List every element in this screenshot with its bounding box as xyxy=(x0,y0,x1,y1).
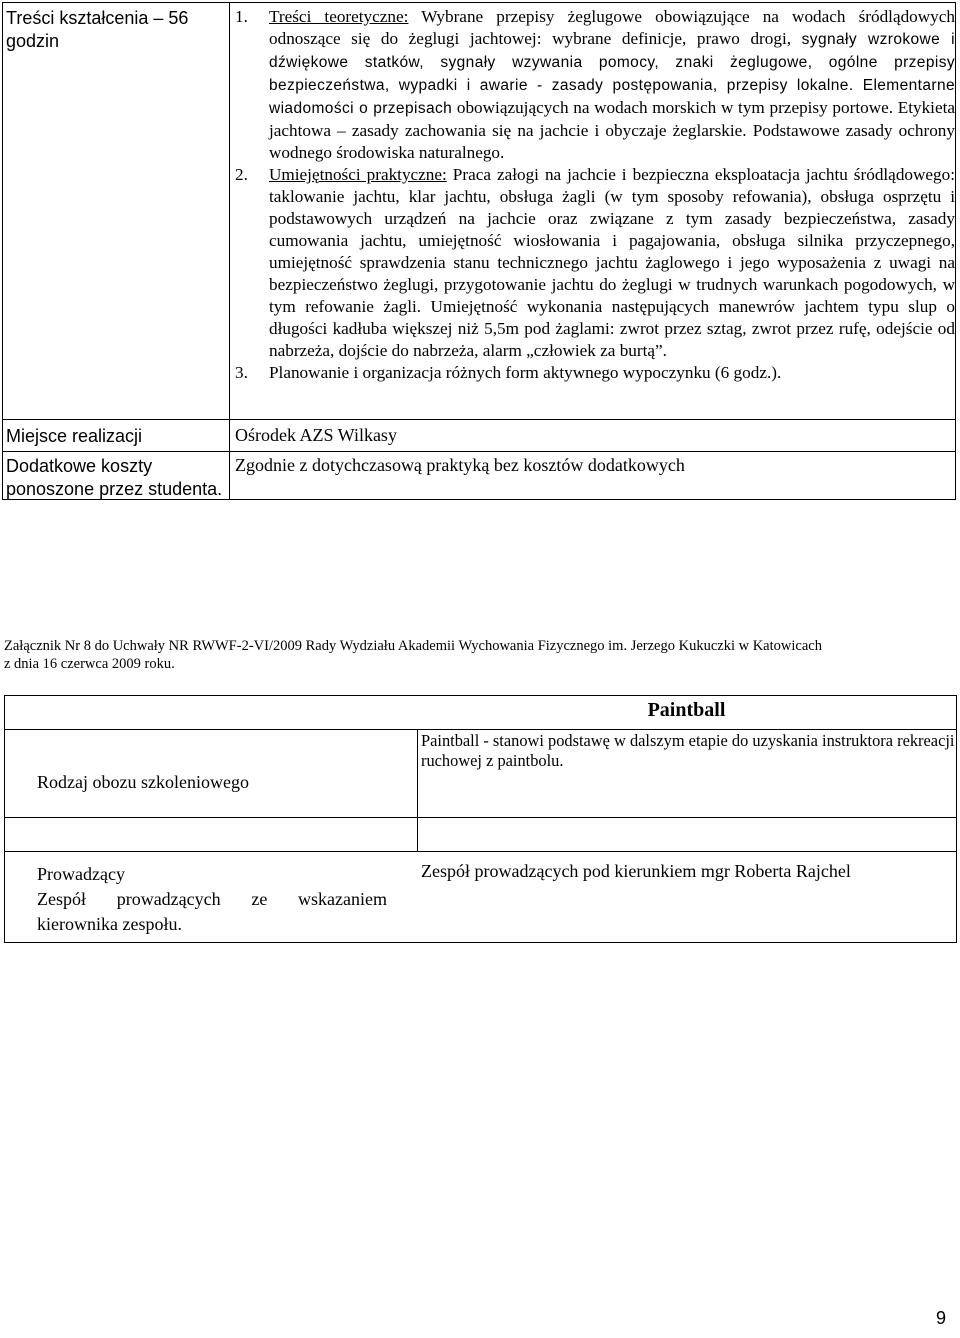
row-label-costs: Dodatkowe koszty ponoszone przez studenta. xyxy=(6,456,223,499)
row-divider xyxy=(5,729,956,730)
table-title: Paintball xyxy=(647,699,726,721)
row-label-content: Treści kształcenia – 56 godzin xyxy=(6,8,189,51)
location-value: Ośrodek AZS Wilkasy xyxy=(235,425,397,445)
list-number: 1. xyxy=(235,7,248,26)
item-text: Planowanie i organizacja różnych form aktywnego wypoczynku (6 godz.). xyxy=(269,363,782,382)
list-number: 2. xyxy=(235,165,248,184)
row-divider xyxy=(3,419,955,420)
list-item-planning xyxy=(235,362,955,384)
leaders-sublabel: Zespół prowadzących ze wskazaniem kierownika zespołu. xyxy=(37,889,387,934)
item-text: obowiązujących na wodach morskich w tym przepisy portowe. Etykieta jachtowa – zasady zachowania się na jachcie i obyczaje żeglarskie. Podstawowe zasady ochrony wodnego środowiska naturalnego. xyxy=(269,98,955,162)
item-heading: Umiejętności praktyczne: xyxy=(269,165,447,184)
camp-table xyxy=(4,695,957,943)
curriculum-table xyxy=(2,2,956,500)
page-number: 9 xyxy=(936,1308,947,1328)
column-divider xyxy=(229,3,230,499)
annex-heading xyxy=(4,637,954,673)
row-divider xyxy=(3,451,955,452)
row-label-location: Miejsce realizacji xyxy=(6,426,143,446)
item-text: Praca załogi na jachcie i bezpieczna eksploatacja jachtu śródlądowego: taklowanie jachtu, klar jachtu, obsługa żagli (w tym sposoby refowania), obsługa osprzętu i podstawowych urządzeń na jachcie oraz związane z tym zasady bezpieczeństwa, zasady cumowania jachtu, umiejętność wiosłowania i pagajowania, obsługa silnika przyczepnego, umiejętność sprawdzenia stanu technicznego jachtu żaglowego i jego wyposażenia z uwagi na bezpieczeństwo żeglugi, przygotowanie jachtu do żeglugi w trudnych warunkach pogodowych, w tym refowanie żagli. Umiejętność wykonania następujących manewrów jachtem typu slup o długości kadłuba większej niż 5,5m pod żaglami: zwrot przez sztag, zwrot przez rufę, odejście od nabrzeża, dojście do nabrzeża, alarm „człowiek za burtą”. xyxy=(269,165,956,360)
item-heading: Treści teoretyczne: xyxy=(269,7,409,26)
row-label-leaders xyxy=(37,862,387,937)
content-list xyxy=(235,6,955,384)
costs-value: Zgodnie z dotychczasową praktyką bez kosztów dodatkowych xyxy=(235,455,685,475)
list-item-practice xyxy=(235,164,955,362)
list-number: 3. xyxy=(235,363,248,382)
column-divider xyxy=(417,729,418,851)
item-text: Wybrane przepisy żeglugowe obowiązujące na wodach śródlądowych odnoszące się do żeglugi jachtowej: wybrane definicje, prawo drogi, xyxy=(269,7,955,48)
list-item-theory xyxy=(235,6,955,164)
row-divider xyxy=(5,817,956,818)
annex-line: Załącznik Nr 8 do Uchwały NR RWWF-2-VI/2009 Rady Wydziału Akademii Wychowania Fizycznego im. Jerzego Kukuczki w Katowicach xyxy=(4,638,822,654)
leaders-label: Prowadzący xyxy=(37,864,125,884)
camp-type-value: Paintball - stanowi podstawę w dalszym etapie do uzyskania instruktora rekreacji ruchowej z paintbolu. xyxy=(421,731,955,770)
leaders-value: Zespół prowadzących pod kierunkiem mgr Roberta Rajchel xyxy=(421,861,851,881)
row-divider xyxy=(5,851,956,852)
row-label-camp-type: Rodzaj obozu szkoleniowego xyxy=(37,772,249,792)
annex-date: z dnia 16 czerwca 2009 roku. xyxy=(4,656,175,672)
item-text: sygnały wzrokowe i dźwiękowe statków, sygnały wzywania pomocy, znaki żeglugowe, ogólne przepisy bezpieczeństwa, wypadki i awarie - zasady postępowania, przepisy lokalne. Elementarne wiadomości o przepisach xyxy=(269,31,955,117)
